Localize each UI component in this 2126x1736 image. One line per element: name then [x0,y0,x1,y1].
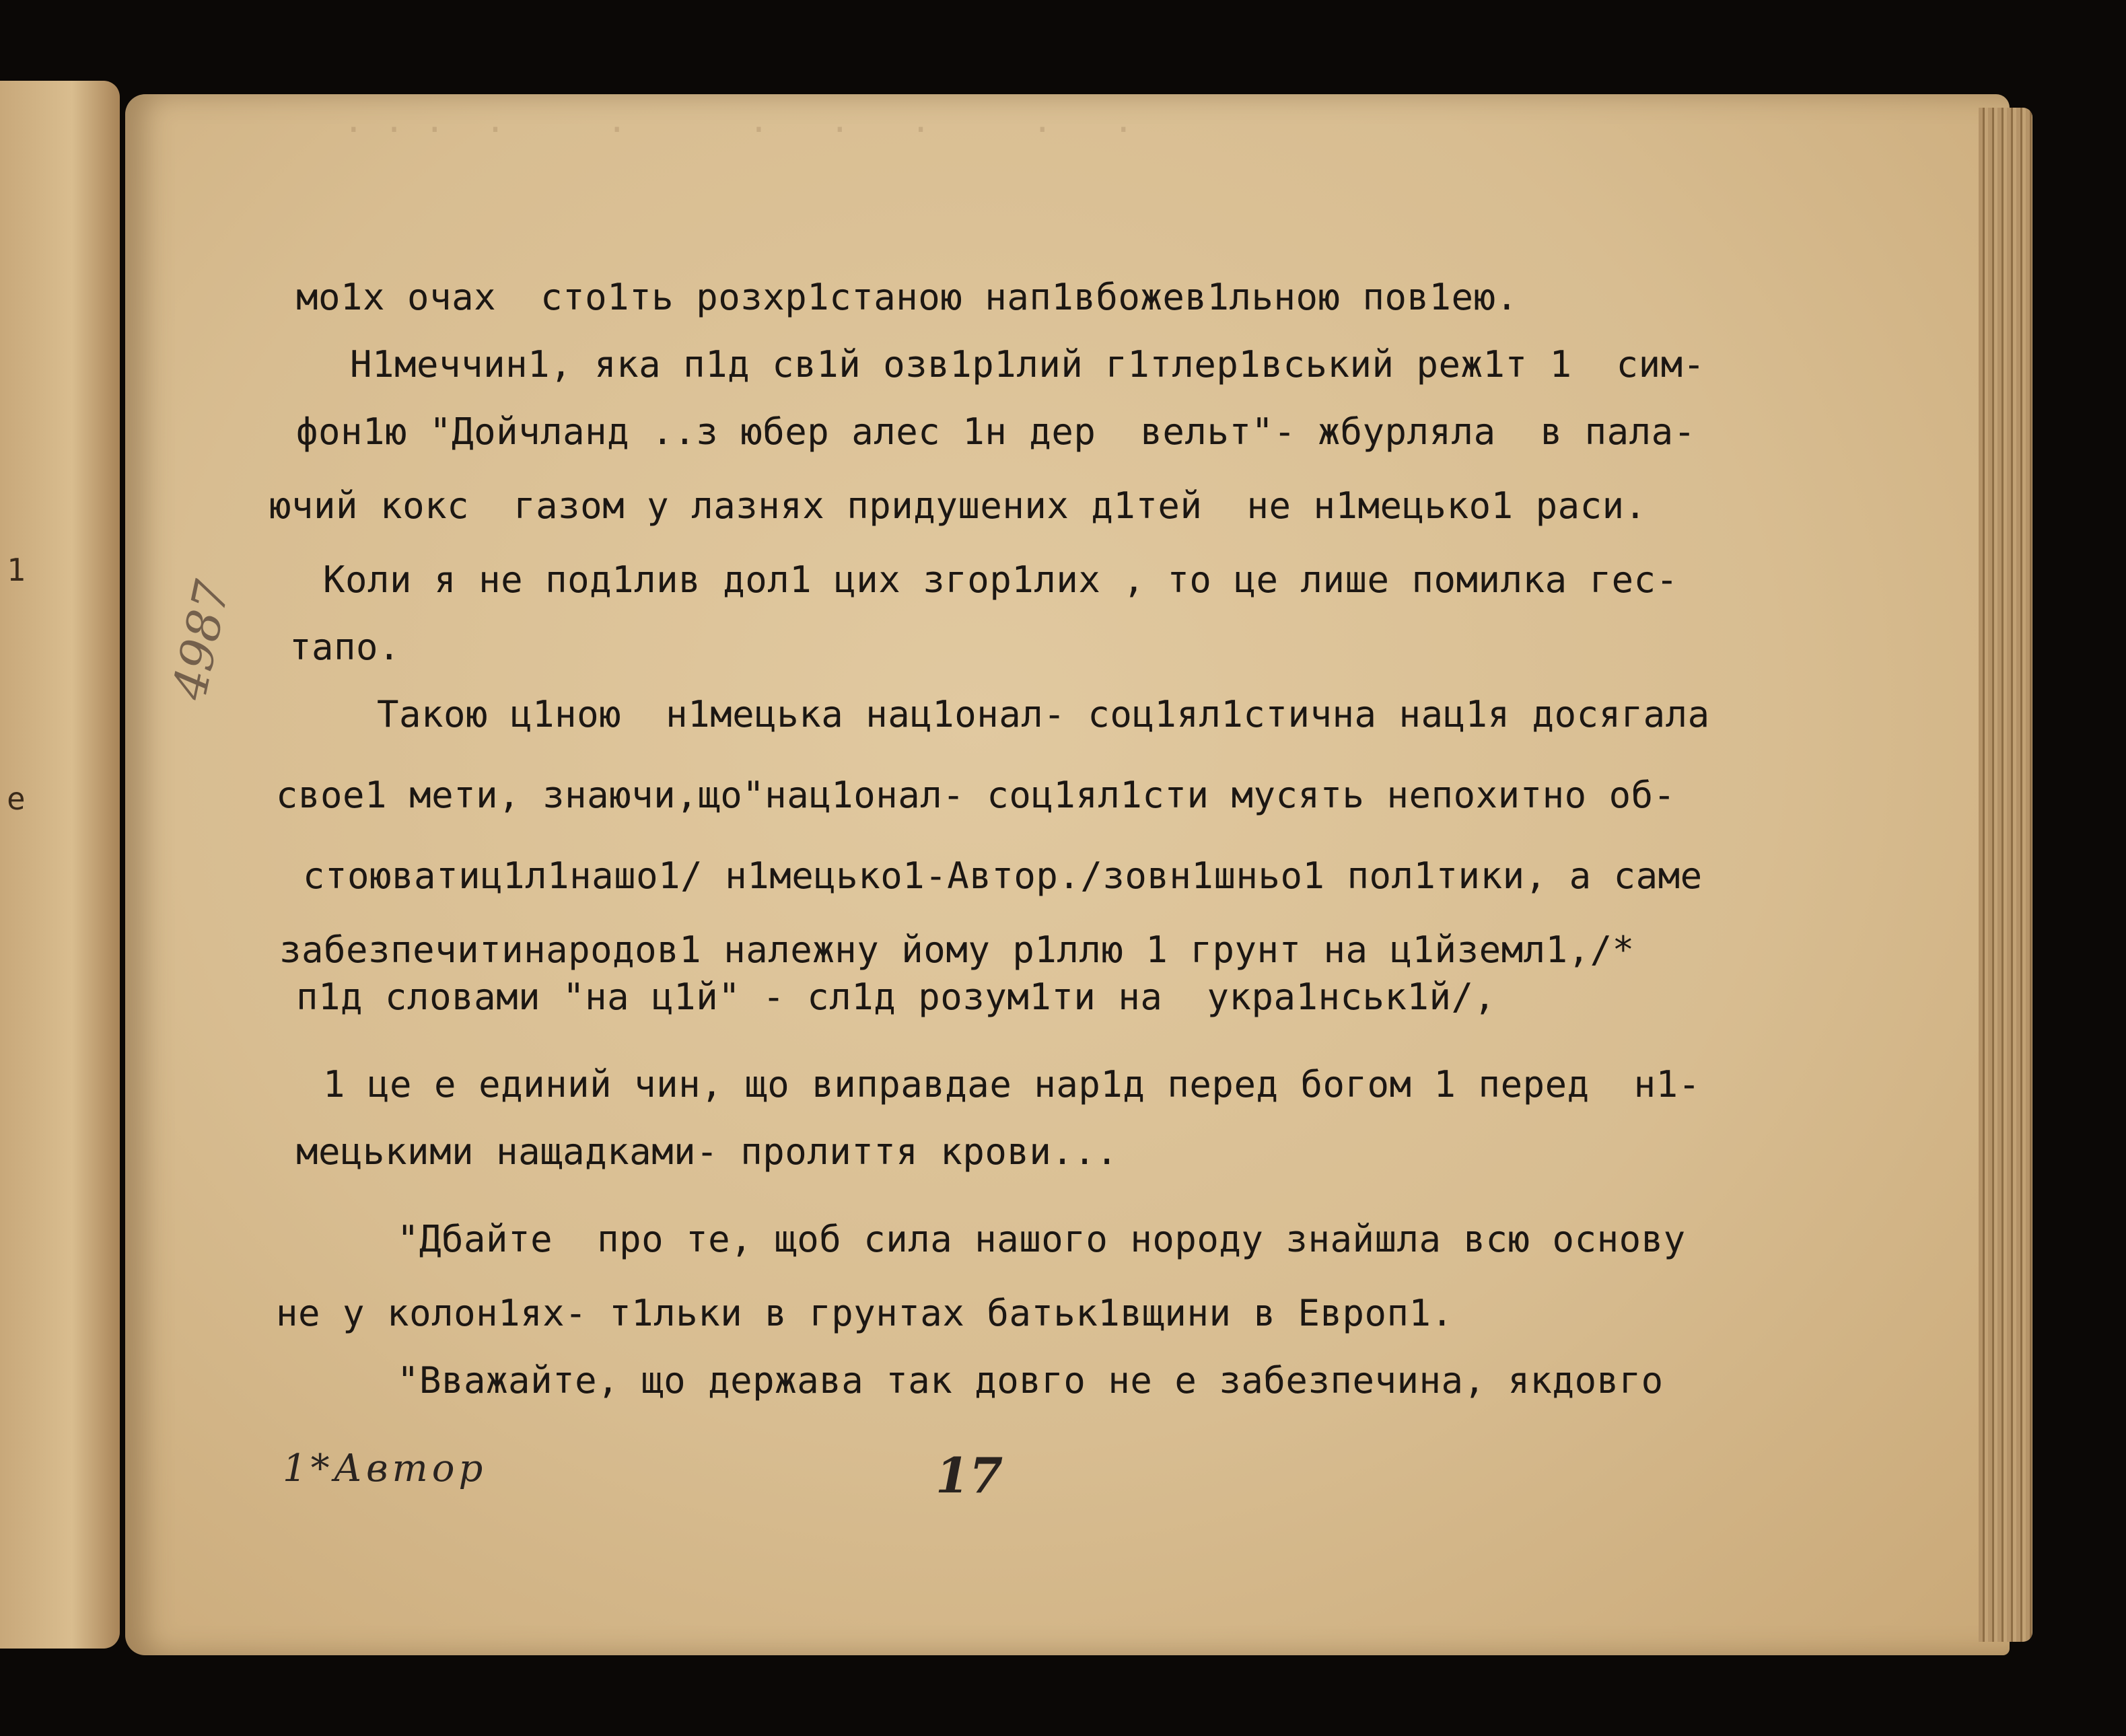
text-line-14: "Дбайте про те, щоб сила нашого нороду знайшла всю основу [397,1218,1686,1260]
margin-archive-number: 4987 [162,575,241,705]
text-line-4: ючий кокс газом у лазнях придушених д1тей не н1мецько1 раси. [269,484,1647,527]
text-line-11: п1д словами "на ц1й" - сл1д розум1ти на укра1нськ1й/, [296,976,1496,1018]
text-line-3: фон1ю "Дойчланд ..з юбер алес 1н дер вельт"- жбурляла в пала- [296,410,1696,453]
text-line-12: 1 це е единий чин, що виправдае нар1д перед богом 1 перед н1- [323,1063,1701,1106]
page-number: 17 [935,1447,1003,1504]
bleed-through-text: . . . . . . . . . . [283,101,1134,140]
text-line-9: стоюватиц1л1нашо1/ н1мецько1-Автор./зовн1шньо1 пол1тики, а саме [303,855,1703,897]
facing-page-char: e [7,781,26,817]
text-line-5: Коли я не под1лив дол1 цих згор1лих , то це лише помилка гес- [323,558,1678,601]
text-line-1: мо1х очах сто1ть розхр1станою нап1вбожев1льною пов1ею. [296,276,1518,318]
facing-page-char: 1 [7,552,26,588]
facing-page [0,81,120,1649]
text-line-7: Такою ц1ною н1мецька нац1онал- соц1ял1стична нац1я досягала [377,693,1710,735]
text-line-15: не у колон1ях- т1льки в грунтах батьк1вщини в Европ1. [276,1292,1454,1334]
text-line-8: свое1 мети, знаючи,що"нац1онал- соц1ял1сти мусять непохитно об- [276,774,1676,816]
text-line-10: забезпечитинародов1 належну йому р1ллю 1 грунт на ц1йземл1,/* [279,929,1635,971]
text-line-16: "Вважайте, що держава так довго не е забезпечина, якдовго [397,1359,1664,1402]
page-edges [1979,108,2032,1642]
text-line-2: Н1меччин1, яка п1д св1й озв1р1лий г1тлер1вський реж1т 1 сим- [350,343,1705,386]
footnote-mark: 1*Автор [283,1447,487,1490]
text-line-6: тапо. [289,626,401,668]
text-line-13: мецькими нащадками- пролиття крови... [296,1130,1119,1173]
